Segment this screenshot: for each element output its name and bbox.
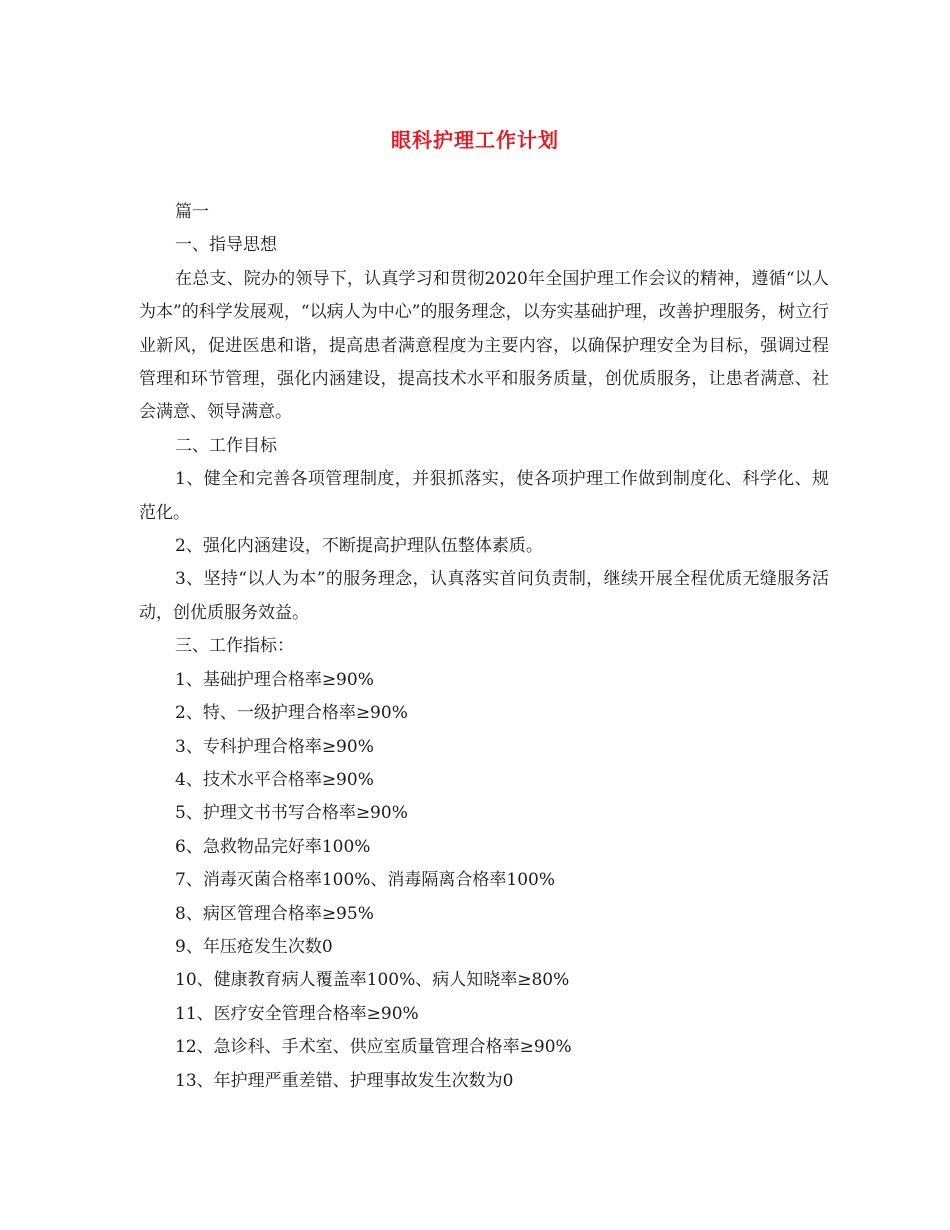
- indicator-item: 10、健康教育病人覆盖率100%、病人知晓率≥80%: [175, 970, 570, 991]
- part-label: 篇一: [175, 202, 209, 222]
- section-heading-work-goals: 二、工作目标: [175, 435, 277, 456]
- indicator-item: 9、年压疮发生次数0: [175, 936, 333, 957]
- work-goal-item: 3、坚持“以人为本”的服务理念，认真落实首问负责制，继续开展全程优质无缝服务活动，创优质服务效益。: [139, 569, 829, 623]
- indicator-item: 5、护理文书书写合格率≥90%: [175, 803, 408, 824]
- work-goal-item: 1、健全和完善各项管理制度，并狠抓落实，使各项护理工作做到制度化、科学化、规范化。: [139, 469, 829, 523]
- document-body: [139, 196, 829, 1098]
- indicator-item: 11、医疗安全管理合格率≥90%: [175, 1003, 419, 1024]
- indicator-item: 8、病区管理合格率≥95%: [175, 903, 374, 924]
- section-heading-guiding-ideology: 一、指导思想: [175, 235, 277, 256]
- paragraph-guiding-ideology: 在总支、院办的领导下，认真学习和贯彻2020年全国护理工作会议的精神，遵循“以人为本”的科学发展观，“以病人为中心”的服务理念，以夯实基础护理，改善护理服务，树立行业新风，促进医患和谐，提高患者满意程度为主要内容，以确保护理安全为目标，强调过程管理和环节管理，强化内涵建设，提高技术水平和服务质量，创优质服务，让患者满意、社会满意、领导满意。: [139, 268, 829, 423]
- indicator-item: 2、特、一级护理合格率≥90%: [175, 703, 408, 724]
- indicator-item: 12、急诊科、手术室、供应室质量管理合格率≥90%: [175, 1037, 572, 1058]
- document-title: 眼科护理工作计划: [391, 128, 559, 152]
- indicator-item: 13、年护理严重差错、护理事故发生次数为0: [175, 1070, 514, 1091]
- indicator-item: 6、急救物品完好率100%: [175, 836, 371, 857]
- indicator-item: 7、消毒灭菌合格率100%、消毒隔离合格率100%: [175, 870, 556, 891]
- work-goal-item: 2、强化内涵建设，不断提高护理队伍整体素质。: [175, 536, 543, 557]
- indicator-item: 1、基础护理合格率≥90%: [175, 669, 374, 690]
- indicator-item: 4、技术水平合格率≥90%: [175, 769, 374, 790]
- section-heading-work-indicators: 三、工作指标：: [175, 636, 294, 657]
- indicator-item: 3、专科护理合格率≥90%: [175, 736, 374, 757]
